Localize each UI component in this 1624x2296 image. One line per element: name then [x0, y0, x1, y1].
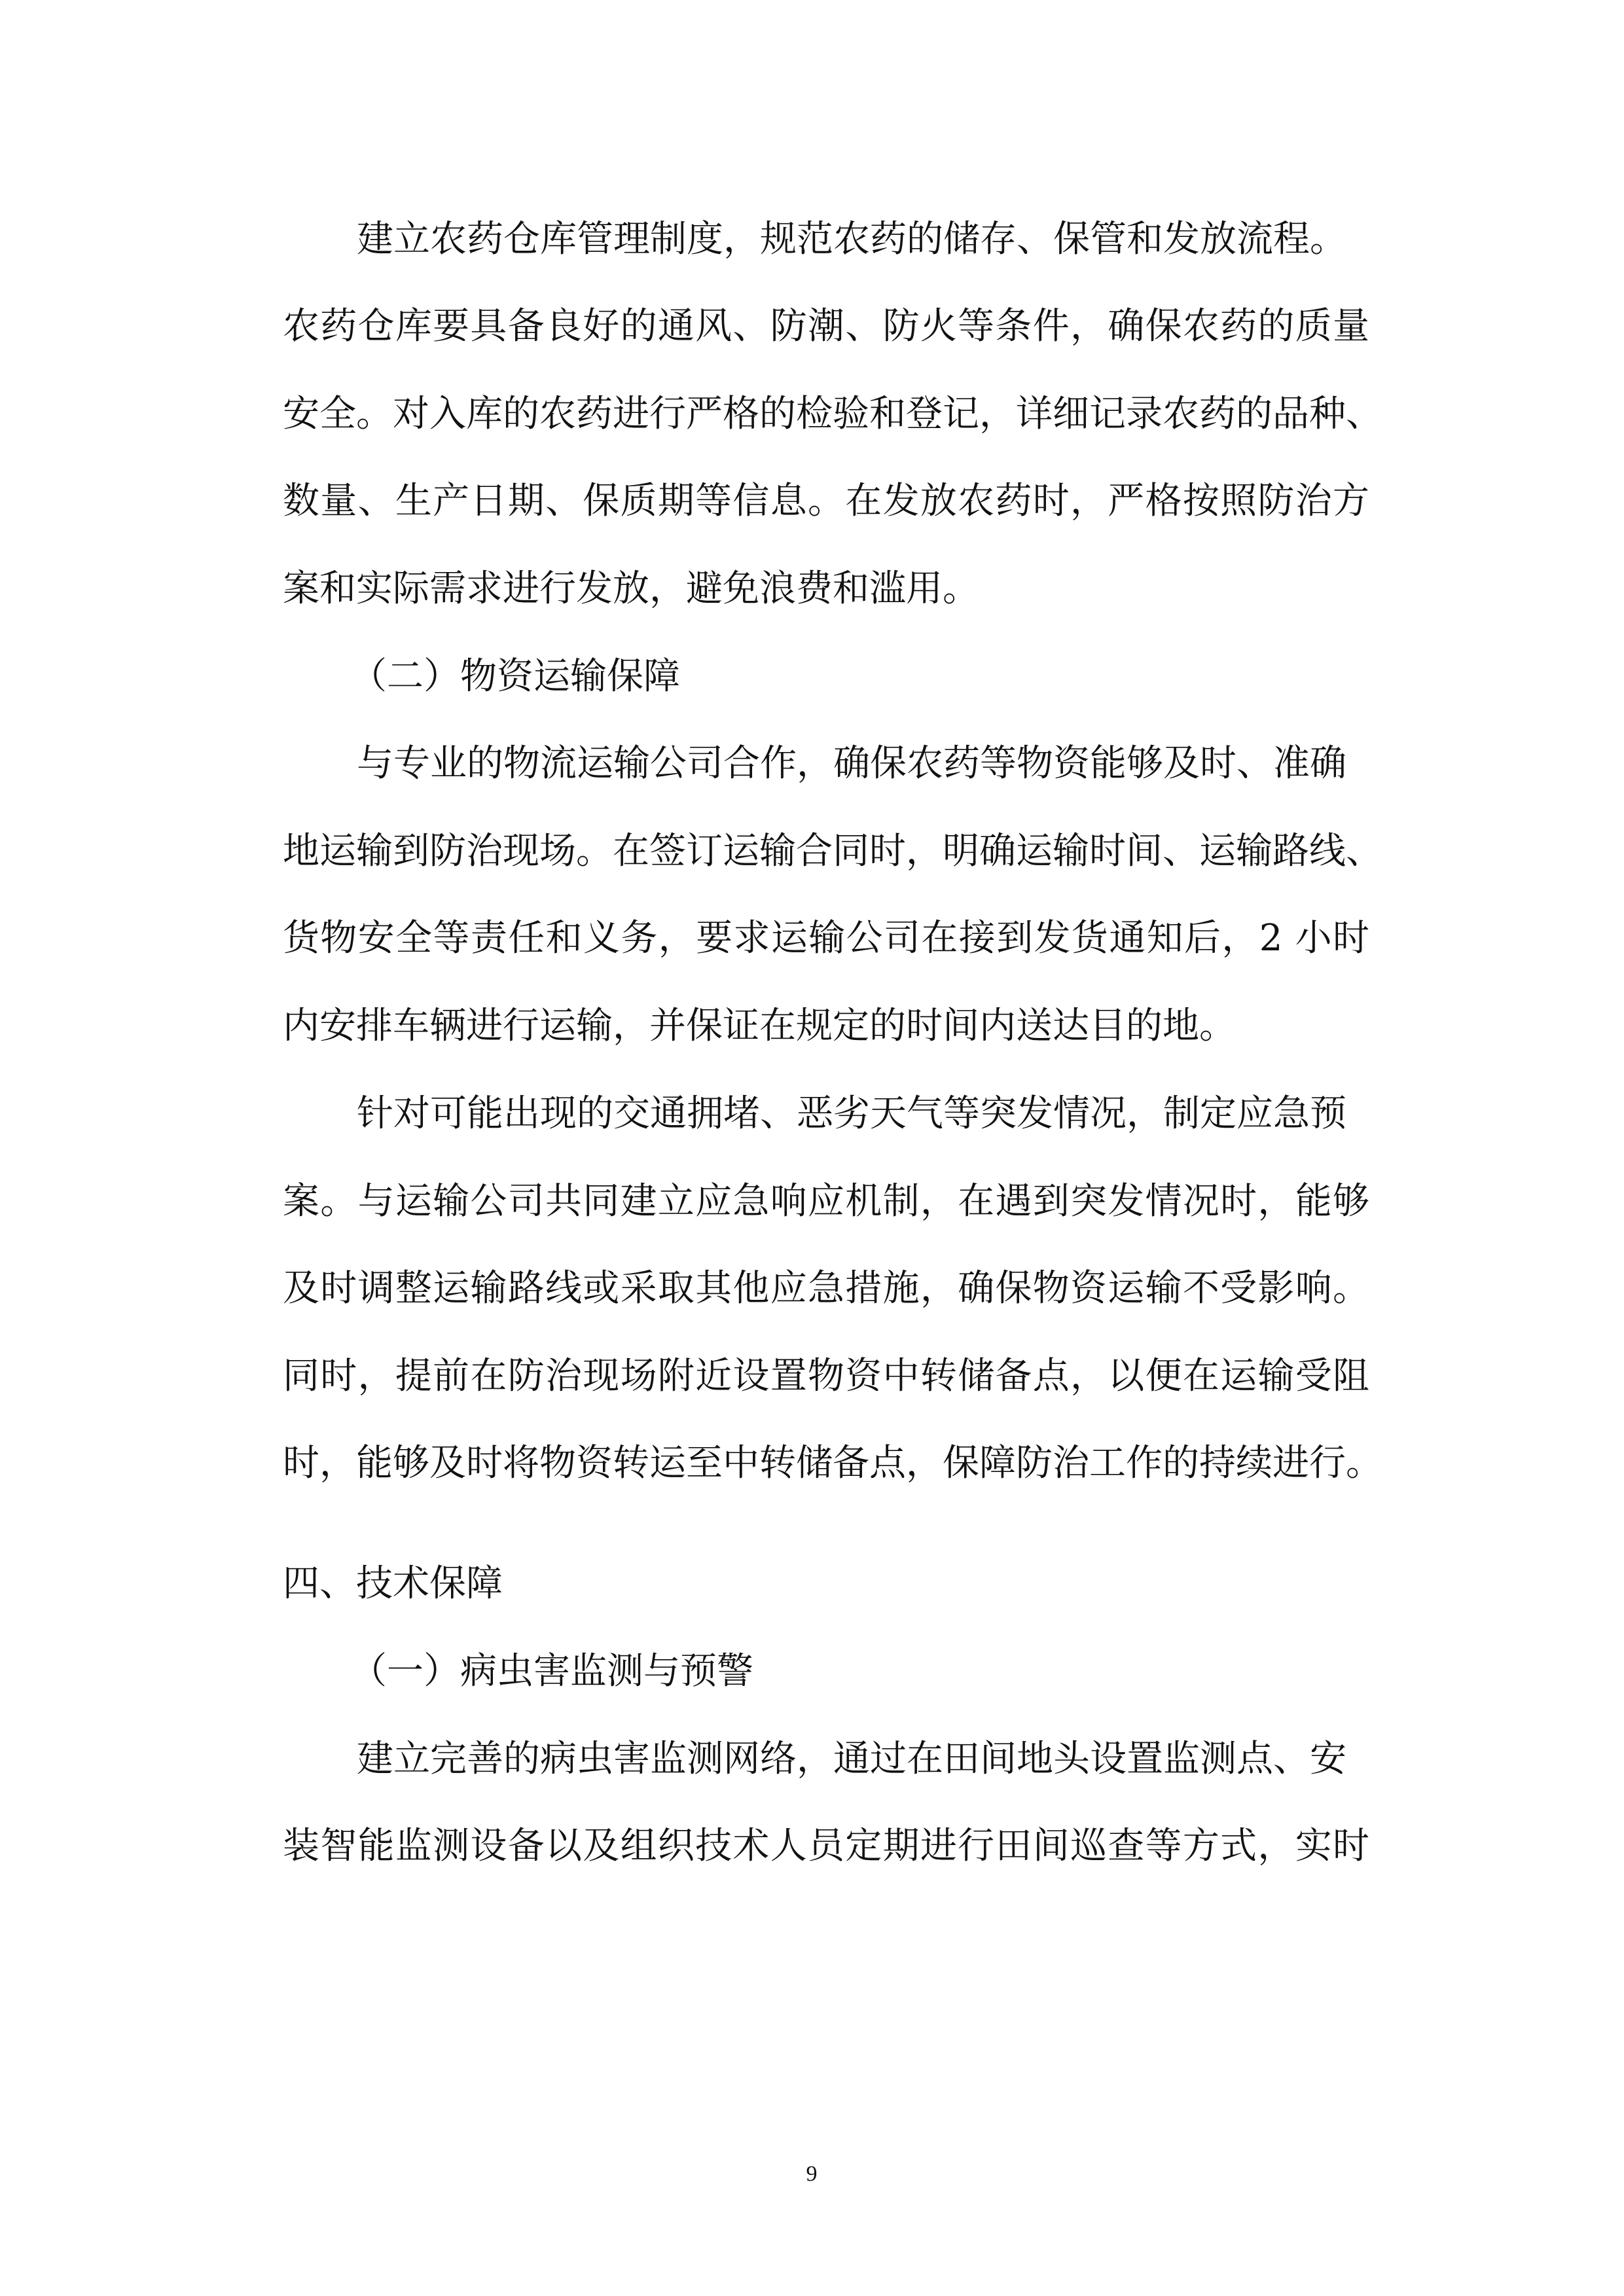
paragraph-line: 案和实际需求进行发放，避免浪费和滥用。	[283, 567, 979, 610]
paragraph-line: 时，能够及时将物资转运至中转储备点，保障防治工作的持续进行。	[283, 1442, 1382, 1484]
subheading: （一）病虫害监测与预警	[350, 1650, 753, 1693]
paragraph-line: 建立农药仓库管理制度，规范农药的储存、保管和发放流程。	[357, 218, 1346, 260]
paragraph-line: 及时调整运输路线或采取其他应急措施，确保物资运输不受影响。	[283, 1267, 1369, 1310]
section-heading: 四、技术保障	[283, 1562, 503, 1605]
paragraph-line: 数量、生产日期、保质期等信息。在发放农药时，严格按照防治方	[283, 480, 1369, 522]
paragraph-line: 案。与运输公司共同建立应急响应机制，在遇到突发情况时，能够	[283, 1180, 1369, 1223]
paragraph-line: 针对可能出现的交通拥堵、恶劣天气等突发情况，制定应急预	[357, 1092, 1346, 1135]
subheading: （二）物资运输保障	[350, 655, 680, 698]
paragraph-line: 建立完善的病虫害监测网络，通过在田间地头设置监测点、安	[357, 1738, 1346, 1780]
paragraph-line: 农药仓库要具备良好的通风、防潮、防火等条件，确保农药的质量	[283, 305, 1369, 348]
page-number: 9	[806, 2162, 818, 2186]
paragraph-line: 内安排车辆进行运输，并保证在规定的时间内送达目的地。	[283, 1005, 1236, 1047]
paragraph-line: 安全。对入库的农药进行严格的检验和登记，详细记录农药的品种、	[283, 393, 1382, 435]
paragraph-line: 地运输到防治现场。在签订运输合同时，明确运输时间、运输路线、	[283, 830, 1382, 872]
paragraph-line: 货物安全等责任和义务，要求运输公司在接到发货通知后，2 小时	[283, 917, 1369, 960]
paragraph-line: 装智能监测设备以及组织技术人员定期进行田间巡查等方式，实时	[283, 1825, 1369, 1867]
paragraph-line: 同时，提前在防治现场附近设置物资中转储备点，以便在运输受阻	[283, 1355, 1369, 1397]
paragraph-line: 与专业的物流运输公司合作，确保农药等物资能够及时、准确	[357, 742, 1346, 785]
